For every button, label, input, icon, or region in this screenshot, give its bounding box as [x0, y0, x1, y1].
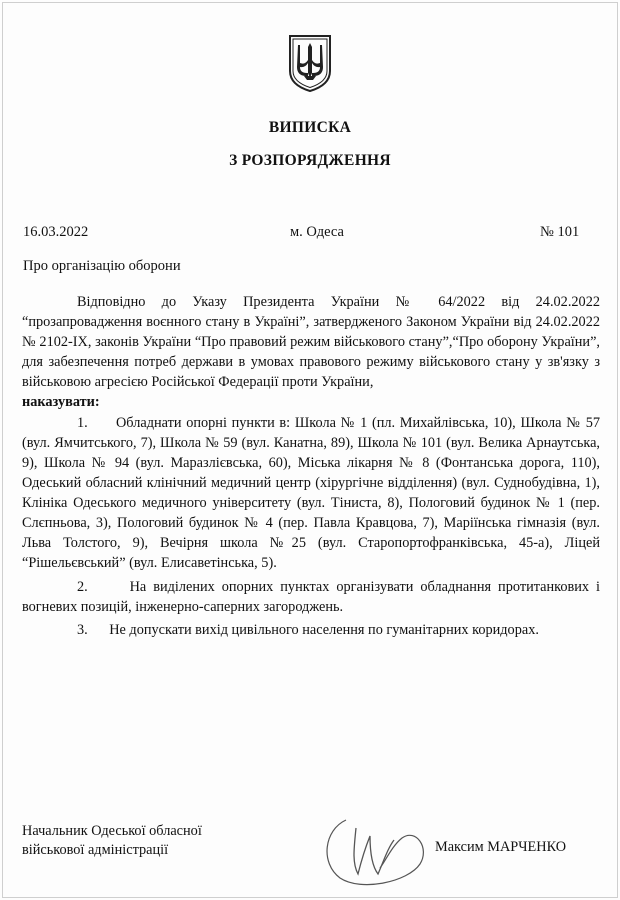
order-line	[22, 392, 600, 412]
document-city: м. Одеса	[290, 224, 344, 240]
document-date: 16.03.2022	[23, 224, 89, 240]
signer-position-line-2: військової адміністрації	[22, 842, 169, 858]
list-item	[22, 577, 600, 617]
item-number: 2.	[77, 579, 88, 596]
signer-name: Максим МАРЧЕНКО	[435, 839, 567, 855]
item-text: На виділених опорних пунктах організувати обладнання протитанкових і вогневих позицій, інженерно-саперних загороджень.	[22, 579, 600, 616]
order-word: наказувати	[22, 394, 95, 411]
item-text: Обладнати опорні пункти в: Школа № 1 (пл. Михайлівська, 10), Школа № 57 (вул. Ямчитського, 7), Школа № 59 (вул. Канатна, 89), Школа № 101 (вул. Велика Арнаутська, 9), Школа № 94 (вул. Маразлієвська, 60), Міська лікарня № 8 (Фонтанська дорога, 110), Одеський обласний клінічний медичний центр (хірургічне відділення) (вул. Суднобудівна, 1), Клініка Одеського медичного університету (вул. Тіниста, 8), Пологовий будинок № 1 (пер. Слєпньова, 3), Пологовий будинок № 4 (пер. Павла Кравцова, 7), Маріїнська гімназія (вул. Льва Толстого, 9), Вечірня школа №25 (вул. Старопортофранківська, 45-а), Ліцей “Рішельєвський” (вул. Елисаветінська, 5).	[22, 414, 600, 572]
signer-position-line-1: Начальник Одеської обласної	[22, 823, 202, 839]
document-number: № 101	[540, 224, 580, 240]
list-item	[22, 413, 600, 574]
trident-icon	[287, 33, 333, 93]
item-text: Не допускати вихід цивільного населення по гуманітарних коридорах.	[109, 621, 539, 638]
document-subtitle: З РОЗПОРЯДЖЕННЯ	[229, 152, 391, 169]
document-body	[22, 292, 600, 640]
handwritten-signature-icon	[316, 808, 426, 888]
item-number: 1.	[77, 414, 88, 431]
document-subject: Про організацію оборони	[23, 258, 181, 274]
document-title: ВИПИСКА	[268, 119, 352, 136]
signer-position	[22, 822, 202, 860]
list-item	[22, 620, 600, 640]
preamble-paragraph: Відповідно до Указу Президента України № 64/2022 від 24.02.2022 “прозапровадження воєнного стану в Україні”, затвердженого Законом України від 24.02.2022 № 2102-IX, законів України “Про правовий режим військового стану”,“Про оборону України”, для забезпечення потреб держави в умовах правового режиму військового стану у зв'язку з військовою агресією Російської Федерації проти України,	[22, 294, 600, 391]
item-number: 3.	[77, 621, 88, 638]
order-colon: :	[94, 394, 100, 411]
